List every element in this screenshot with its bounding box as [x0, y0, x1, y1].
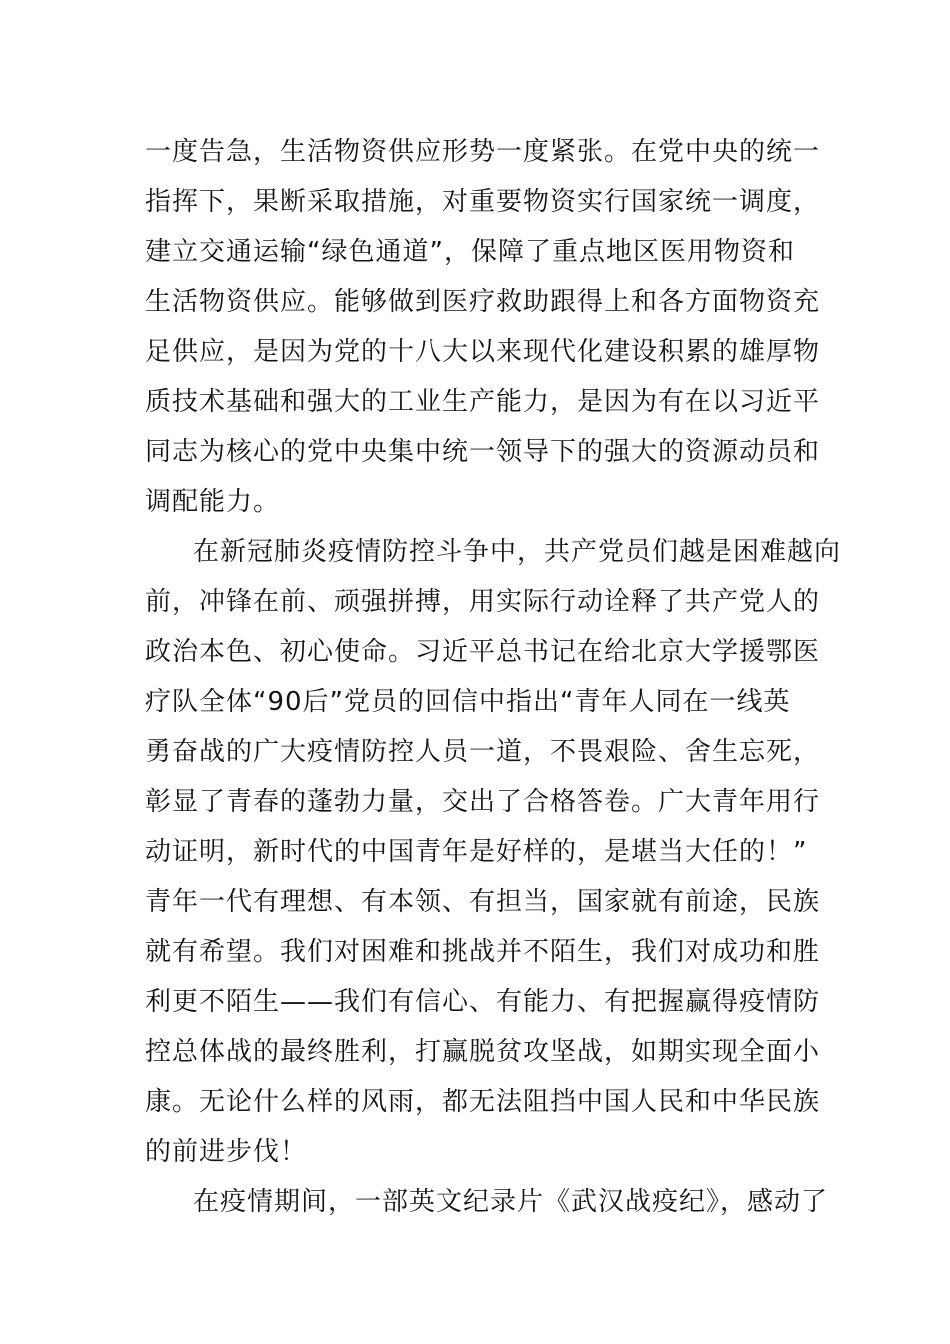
paragraph-2-line-11: 控总体战的最终胜利，打赢脱贫攻坚战，如期实现全面小 [145, 1037, 821, 1067]
paragraph-2-line-7: 动证明，新时代的中国青年是好样的，是堪当大任的！” [145, 837, 808, 867]
paragraph-2-line-4: 疗队全体“90后”党员的回信中指出“青年人同在一线英 [145, 687, 791, 717]
paragraph-1-line-6: 质技术基础和强大的工业生产能力，是因为有在以习近平 [145, 387, 821, 417]
paragraph-1-line-1: 一度告急，生活物资供应形势一度紧张。在党中央的统一 [145, 137, 821, 167]
paragraph-1-line-3: 建立交通运输“绿色通道”，保障了重点地区医用物资和 [145, 237, 795, 267]
paragraph-1-line-8: 调配能力。 [145, 487, 281, 517]
paragraph-1-line-5: 足供应，是因为党的十八大以来现代化建设积累的雄厚物 [145, 337, 821, 367]
paragraph-2-line-5: 勇奋战的广大疫情防控人员一道，不畏艰险、舍生忘死， [145, 737, 821, 767]
paragraph-2-line-1: 在新冠肺炎疫情防控斗争中，共产党员们越是困难越向 [193, 537, 842, 567]
paragraph-2-line-6: 彰显了青春的蓬勃力量，交出了合格答卷。广大青年用行 [145, 787, 821, 817]
paragraph-1-line-7: 同志为核心的党中央集中统一领导下的强大的资源动员和 [145, 437, 821, 467]
paragraph-2-line-12: 康。无论什么样的风雨，都无法阻挡中国人民和中华民族 [145, 1087, 821, 1117]
paragraph-3-line-1: 在疫情期间，一部英文纪录片《武汉战疫纪》，感动了 [193, 1187, 829, 1217]
paragraph-1-line-2: 指挥下，果断采取措施，对重要物资实行国家统一调度， [145, 187, 821, 217]
paragraph-2-line-10: 利更不陌生——我们有信心、有能力、有把握赢得疫情防 [145, 987, 821, 1017]
paragraph-2-line-3: 政治本色、初心使命。习近平总书记在给北京大学援鄂医 [145, 637, 821, 667]
paragraph-2-line-2: 前，冲锋在前、顽强拼搏，用实际行动诠释了共产党人的 [145, 587, 821, 617]
paragraph-2-line-9: 就有希望。我们对困难和挑战并不陌生，我们对成功和胜 [145, 937, 821, 967]
paragraph-1-line-4: 生活物资供应。能够做到医疗救助跟得上和各方面物资充 [145, 287, 821, 317]
paragraph-2-line-8: 青年一代有理想、有本领、有担当，国家就有前途，民族 [145, 887, 821, 917]
paragraph-2-line-13: 的前进步伐！ [145, 1137, 308, 1167]
